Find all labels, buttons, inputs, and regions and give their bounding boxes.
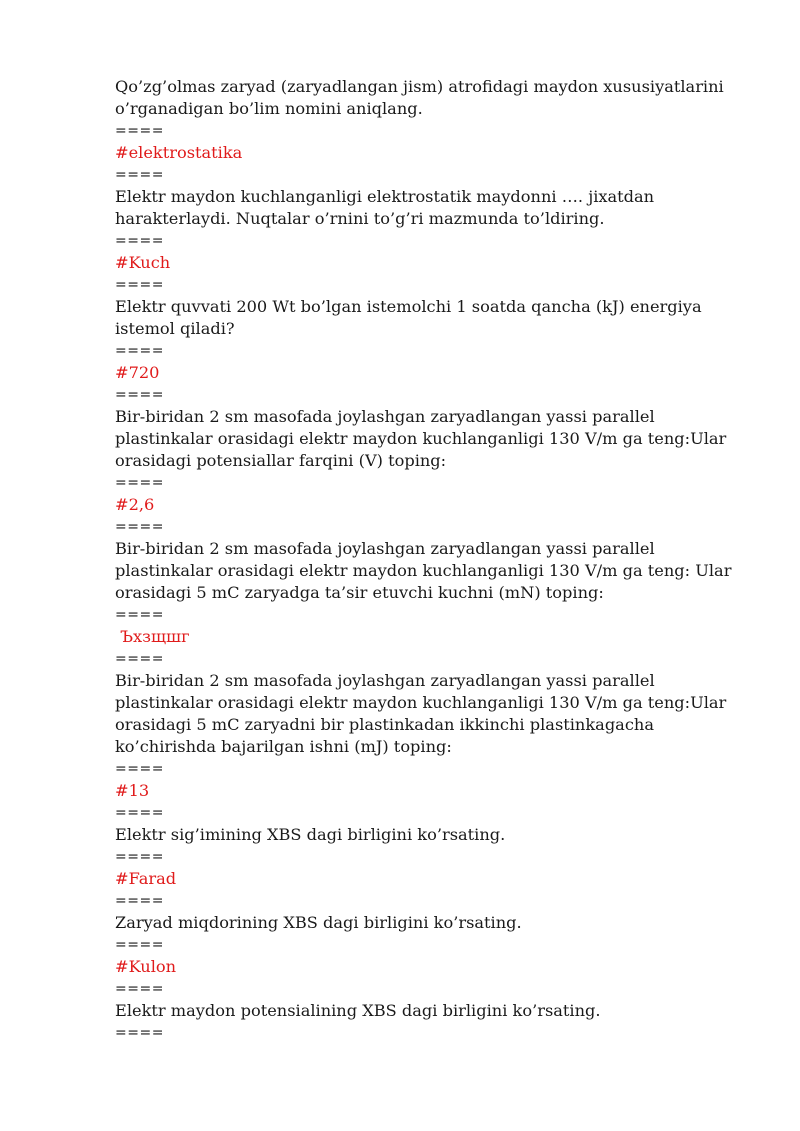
question-text: Qo’zg’olmas zaryad (zaryadlangan jism) atrofidagi maydon xususiyatlarini o’rganadigan bo’lim nomini aniqlang. [115,77,729,118]
answer-text: #720 [115,363,160,382]
separator: ==== [115,277,164,293]
question-text: Elektr maydon kuchlanganligi elektrostatik maydonni …. jixatdan harakterlaydi. Nuqtalar o’rnini to’g’ri mazmunda to’ldiring. [115,187,660,228]
question-block [115,296,745,406]
separator: ==== [115,805,164,821]
answer-text: #2,6 [115,495,155,514]
question-text: Elektr quvvati 200 Wt bo’lgan istemolchi 1 soatda qancha (kJ) energiya istemol qiladi? [115,297,707,338]
separator: ==== [115,167,164,183]
answer-text: Ъхзщшг [115,627,190,646]
separator: ==== [115,849,164,865]
question-text: Bir-biridan 2 sm masofada joylashgan zaryadlangan yassi parallel plastinkalar orasidagi elektr maydon kuchlanganligi 130 V/m ga teng: Ular orasidagi 5 mC zaryadga ta’sir etuvchi kuchni (mN) toping: [115,539,737,602]
question-block [115,1000,745,1044]
question-block [115,824,745,912]
answer-text: #elektrostatika [115,143,243,162]
answer-text: #Farad [115,869,177,888]
separator: ==== [115,651,164,667]
separator: ==== [115,937,164,953]
separator: ==== [115,123,164,139]
separator: ==== [115,233,164,249]
question-block [115,76,745,186]
separator: ==== [115,607,164,623]
answer-text: #Kulon [115,957,177,976]
question-block [115,406,745,538]
separator: ==== [115,1025,164,1041]
question-text: Bir-biridan 2 sm masofada joylashgan zaryadlangan yassi parallel plastinkalar orasidagi elektr maydon kuchlanganligi 130 V/m ga teng:Ular orasidagi 5 mC zaryadni bir plastinkadan ikkinchi plastinkagacha ko’chirishda bajarilgan ishni (mJ) toping: [115,671,732,756]
question-text: Elektr sig’imining XBS dagi birligini ko’rsating. [115,825,506,844]
question-block [115,538,745,670]
answer-text: #13 [115,781,150,800]
separator: ==== [115,343,164,359]
question-block [115,912,745,1000]
answer-text: #Kuch [115,253,171,272]
separator: ==== [115,519,164,535]
question-block [115,186,745,296]
question-text: Elektr maydon potensialining XBS dagi birligini ko’rsating. [115,1001,601,1020]
separator: ==== [115,761,164,777]
separator: ==== [115,981,164,997]
separator: ==== [115,475,164,491]
separator: ==== [115,387,164,403]
separator: ==== [115,893,164,909]
question-text: Zaryad miqdorining XBS dagi birligini ko’rsating. [115,913,522,932]
question-text: Bir-biridan 2 sm masofada joylashgan zaryadlangan yassi parallel plastinkalar orasidagi elektr maydon kuchlanganligi 130 V/m ga teng:Ular orasidagi potensiallar farqini (V) toping: [115,407,732,470]
question-block [115,670,745,824]
document-page [115,76,745,1044]
